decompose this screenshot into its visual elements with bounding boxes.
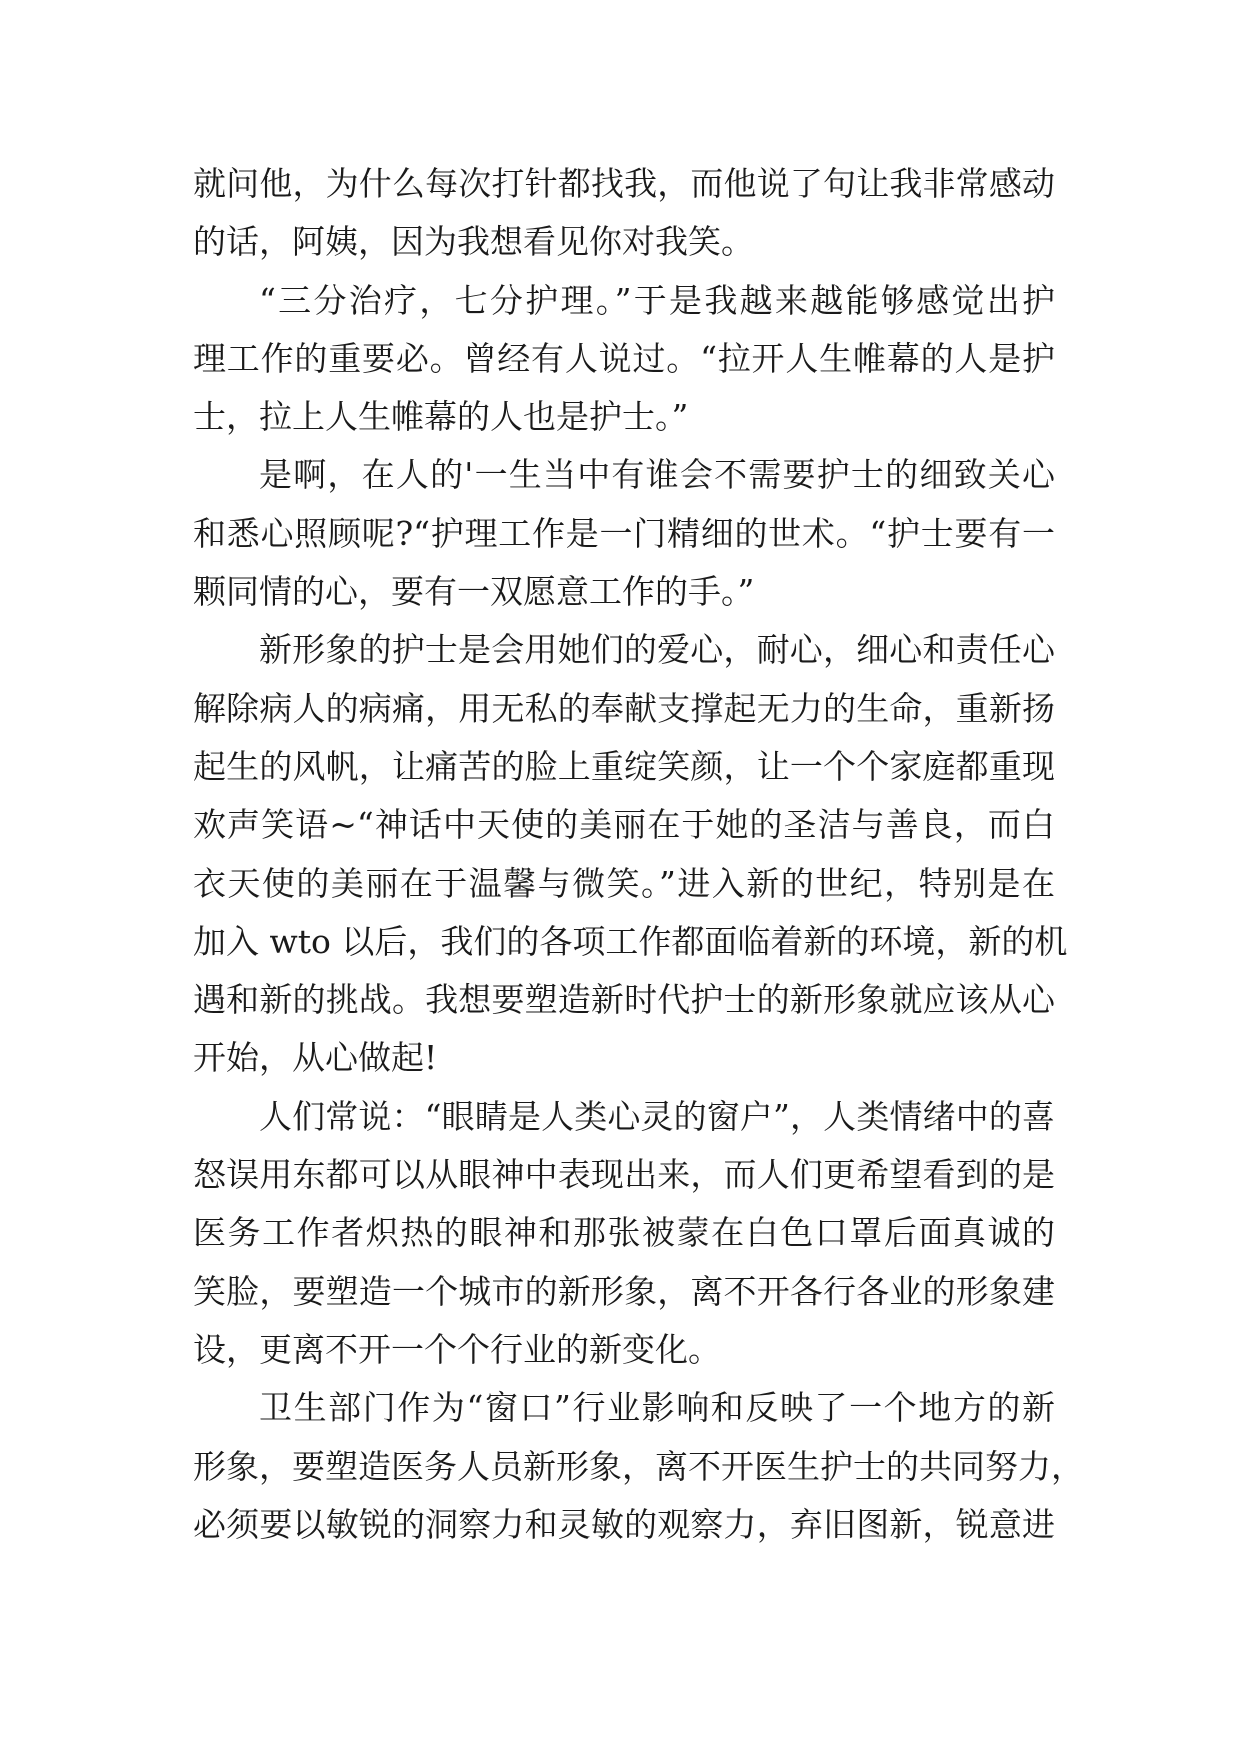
- text-line: 医务工作者炽热的眼神和那张被蒙在白色口罩后面真诚的: [193, 1213, 1055, 1253]
- paragraph: [193, 1379, 1084, 1554]
- text-line: 必须要以敏锐的洞察力和灵敏的观察力，弃旧图新，锐意进: [193, 1504, 1055, 1544]
- text-line: 开始，从心做起!: [193, 1038, 438, 1078]
- text-line: 衣天使的美丽在于温馨与微笑。”进入新的世纪，特别是在: [193, 863, 1055, 903]
- body-text: [193, 155, 1084, 1554]
- paragraph: [193, 272, 1055, 447]
- text-line: 加入 wto 以后，我们的各项工作都面临着新的环境，新的机: [193, 921, 1068, 961]
- paragraph: [193, 155, 1055, 272]
- text-line: 解除病人的病痛，用无私的奉献支撑起无力的生命，重新扬: [193, 688, 1055, 728]
- text-line: 和悉心照顾呢?“护理工作是一门精细的世术。“护士要有一: [193, 513, 1055, 553]
- text-line: 的话，阿姨，因为我想看见你对我笑。: [193, 222, 754, 262]
- paragraph: [193, 621, 1068, 1087]
- text-line: 卫生部门作为“窗口”行业影响和反映了一个地方的新: [259, 1388, 1055, 1428]
- text-line: 起生的风帆，让痛苦的脸上重绽笑颜，让一个个家庭都重现: [193, 746, 1055, 786]
- text-line: 颗同情的心，要有一双愿意工作的手。”: [193, 572, 755, 612]
- text-line: 就问他，为什么每次打针都找我，而他说了句让我非常感动: [193, 164, 1055, 203]
- paragraph: [193, 1088, 1055, 1379]
- text-line: 欢声笑语~“神话中天使的美丽在于她的圣洁与善良，而白: [193, 805, 1055, 845]
- text-line: 士，拉上人生帷幕的人也是护士。”: [193, 397, 689, 437]
- text-line: 形象，要塑造医务人员新形象，离不开医生护士的共同努力，: [193, 1446, 1084, 1486]
- text-line: 怒误用东都可以从眼神中表现出来，而人们更希望看到的是: [193, 1155, 1055, 1195]
- text-line: “三分治疗，七分护理。”于是我越来越能够感觉出护: [259, 280, 1055, 320]
- text-line: 笑脸，要塑造一个城市的新形象，离不开各行各业的形象建: [193, 1271, 1055, 1311]
- paragraph: [193, 446, 1055, 621]
- text-line: 是啊，在人的'一生当中有谁会不需要护士的细致关心: [259, 455, 1055, 495]
- text-line: 新形象的护士是会用她们的爱心，耐心，细心和责任心: [259, 630, 1055, 670]
- text-line: 人们常说：“眼睛是人类心灵的窗户”，人类情绪中的喜: [259, 1096, 1055, 1136]
- text-line: 设，更离不开一个个行业的新变化。: [193, 1329, 721, 1369]
- text-line: 遇和新的挑战。我想要塑造新时代护士的新形象就应该从心: [193, 980, 1055, 1020]
- text-line: 理工作的重要必。曾经有人说过。“拉开人生帷幕的人是护: [193, 338, 1055, 378]
